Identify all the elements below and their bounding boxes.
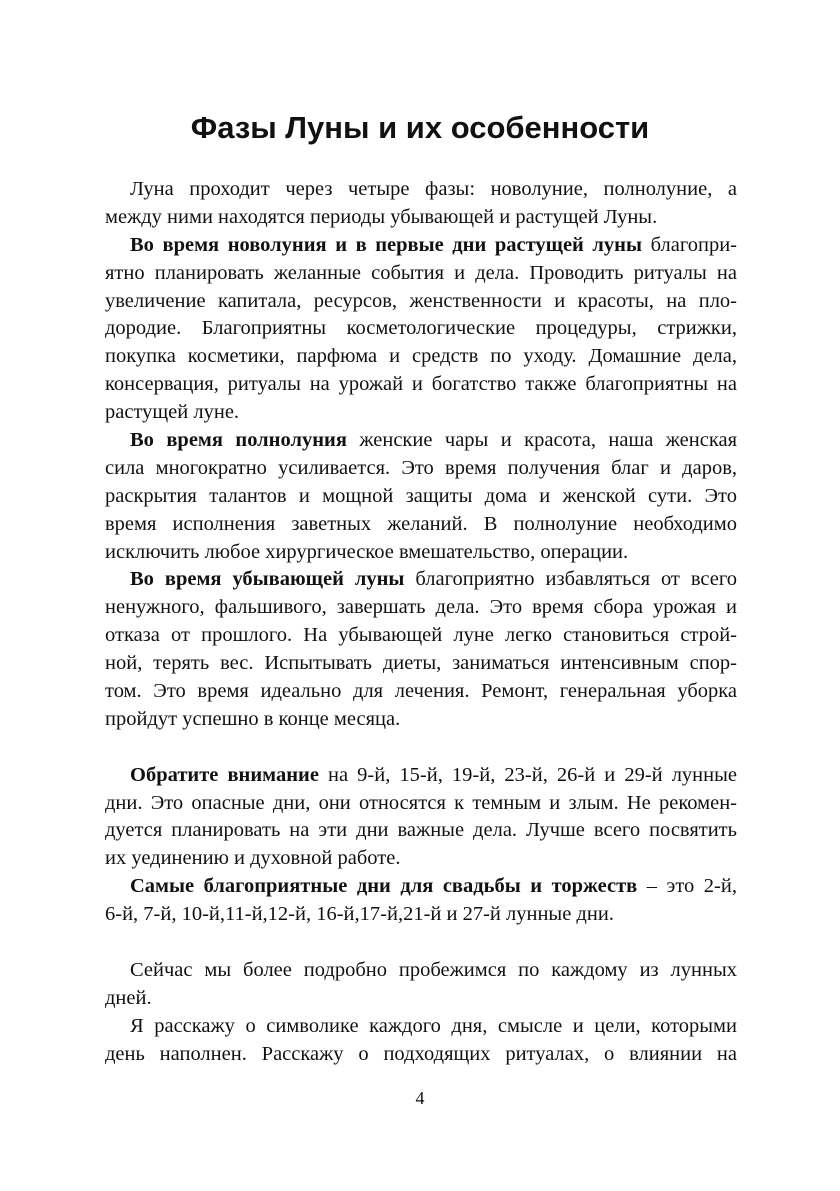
line-text: женские чары и красота, наша женская xyxy=(346,429,737,452)
paragraph xyxy=(105,427,737,566)
line-text: – это 2-й, xyxy=(637,875,737,898)
text-line xyxy=(105,204,737,232)
text-line xyxy=(105,706,737,734)
text-line xyxy=(105,790,737,818)
line-text: их уединению и духовной работе. xyxy=(105,847,401,870)
line-text: растущей луне. xyxy=(105,401,240,424)
text-line xyxy=(105,260,737,288)
text-line xyxy=(105,315,737,343)
text-line xyxy=(105,176,737,204)
page-number: 4 xyxy=(415,1088,425,1108)
bold-lead-in: Самые благоприятные дни для свадьбы и торжеств xyxy=(130,875,638,898)
text-line xyxy=(105,566,737,594)
paragraph xyxy=(105,873,737,929)
line-text: консервация, ритуалы на урожай и богатство также благоприятны на xyxy=(105,373,737,396)
paragraph xyxy=(105,176,737,232)
paragraph-gap xyxy=(105,734,737,762)
line-text: пройдут успешно в конце месяца. xyxy=(105,707,401,730)
line-text: благопри- xyxy=(642,233,737,256)
text-line xyxy=(105,232,737,260)
line-text: на 9-й, 15-й, 19-й, 23-й, 26-й и 29-й лунные xyxy=(318,763,737,786)
text-line xyxy=(105,845,737,873)
bold-lead-in: Во время убывающей луны xyxy=(130,568,405,591)
line-text: увеличение капитала, ресурсов, женственности и красоты, на пло- xyxy=(105,289,737,312)
text-line xyxy=(105,455,737,483)
text-line xyxy=(105,678,737,706)
text-line xyxy=(105,427,737,455)
bold-lead-in: Обратите внимание xyxy=(130,763,319,786)
line-text: дородие. Благоприятны косметологические процедуры, стрижки, xyxy=(105,317,737,340)
bold-lead-in: Во время полнолуния xyxy=(130,429,347,452)
text-line xyxy=(105,343,737,371)
text-line xyxy=(105,650,737,678)
line-text: между ними находятся периоды убывающей и растущей Луны. xyxy=(105,205,658,228)
text-line xyxy=(105,539,737,567)
paragraph xyxy=(105,566,737,733)
line-text: ной, терять вес. Испытывать диеты, заниматься интенсивным спор- xyxy=(105,652,737,675)
text-line xyxy=(105,399,737,427)
line-text: ятно планировать желанные события и дела. Проводить ритуалы на xyxy=(105,261,737,284)
line-text: дни. Это опасные дни, они относятся к темным и злым. Не рекомен- xyxy=(105,791,737,814)
paragraph xyxy=(105,957,737,1013)
line-text: время исполнения заветных желаний. В полнолуние необходимо xyxy=(105,512,737,535)
text-line xyxy=(105,817,737,845)
bold-lead-in: Во время новолуния и в первые дни растущей луны xyxy=(130,233,642,256)
line-text: Я расскажу о символике каждого дня, смысле и цели, которыми xyxy=(130,1014,737,1037)
text-line xyxy=(105,371,737,399)
text-line xyxy=(105,483,737,511)
paragraph xyxy=(105,1013,737,1069)
text-line xyxy=(105,622,737,650)
line-text: Сейчас мы более подробно пробежимся по каждому из лунных xyxy=(130,958,737,981)
line-text: том. Это время идеально для лечения. Ремонт, генеральная уборка xyxy=(105,680,737,703)
page-title: Фазы Луны и их особенности xyxy=(190,110,650,145)
text-line xyxy=(105,594,737,622)
text-line xyxy=(105,957,737,985)
line-text: отказа от прошлого. На убывающей луне легко становиться строй- xyxy=(105,624,737,647)
text-line xyxy=(105,873,737,901)
text-line xyxy=(105,985,737,1013)
text-line xyxy=(105,288,737,316)
text-line xyxy=(105,1041,737,1069)
text-line xyxy=(105,511,737,539)
line-text: дуется планировать на эти дни важные дела. Лучше всего посвятить xyxy=(105,819,737,842)
text-line xyxy=(105,901,737,929)
line-text: Луна проходит через четыре фазы: новолуние, полнолуние, а xyxy=(130,178,737,200)
paragraph-gap xyxy=(105,929,737,957)
text-line xyxy=(105,1013,737,1041)
line-text: покупка косметики, парфюма и средств по уходу. Домашние дела, xyxy=(105,345,737,368)
line-text: 6-й, 7-й, 10-й,11-й,12-й, 16-й,17-й,21-й и 27-й лунные дни. xyxy=(105,903,614,926)
line-text: благоприятно избавляться от всего xyxy=(404,568,737,591)
line-text: ненужного, фальшивого, завершать дела. Это время сбора урожая и xyxy=(105,596,737,619)
paragraph xyxy=(105,232,737,427)
line-text: день наполнен. Расскажу о подходящих ритуалах, о влиянии на xyxy=(105,1042,737,1065)
document-body xyxy=(105,176,737,1069)
paragraph xyxy=(105,762,737,874)
line-text: исключить любое хирургическое вмешательство, операции. xyxy=(105,540,629,563)
text-line xyxy=(105,762,737,790)
line-text: раскрытия талантов и мощной защиты дома и женской сути. Это xyxy=(105,484,737,507)
line-text: дней. xyxy=(105,986,152,1009)
line-text: сила многократно усиливается. Это время получения благ и даров, xyxy=(105,456,737,479)
